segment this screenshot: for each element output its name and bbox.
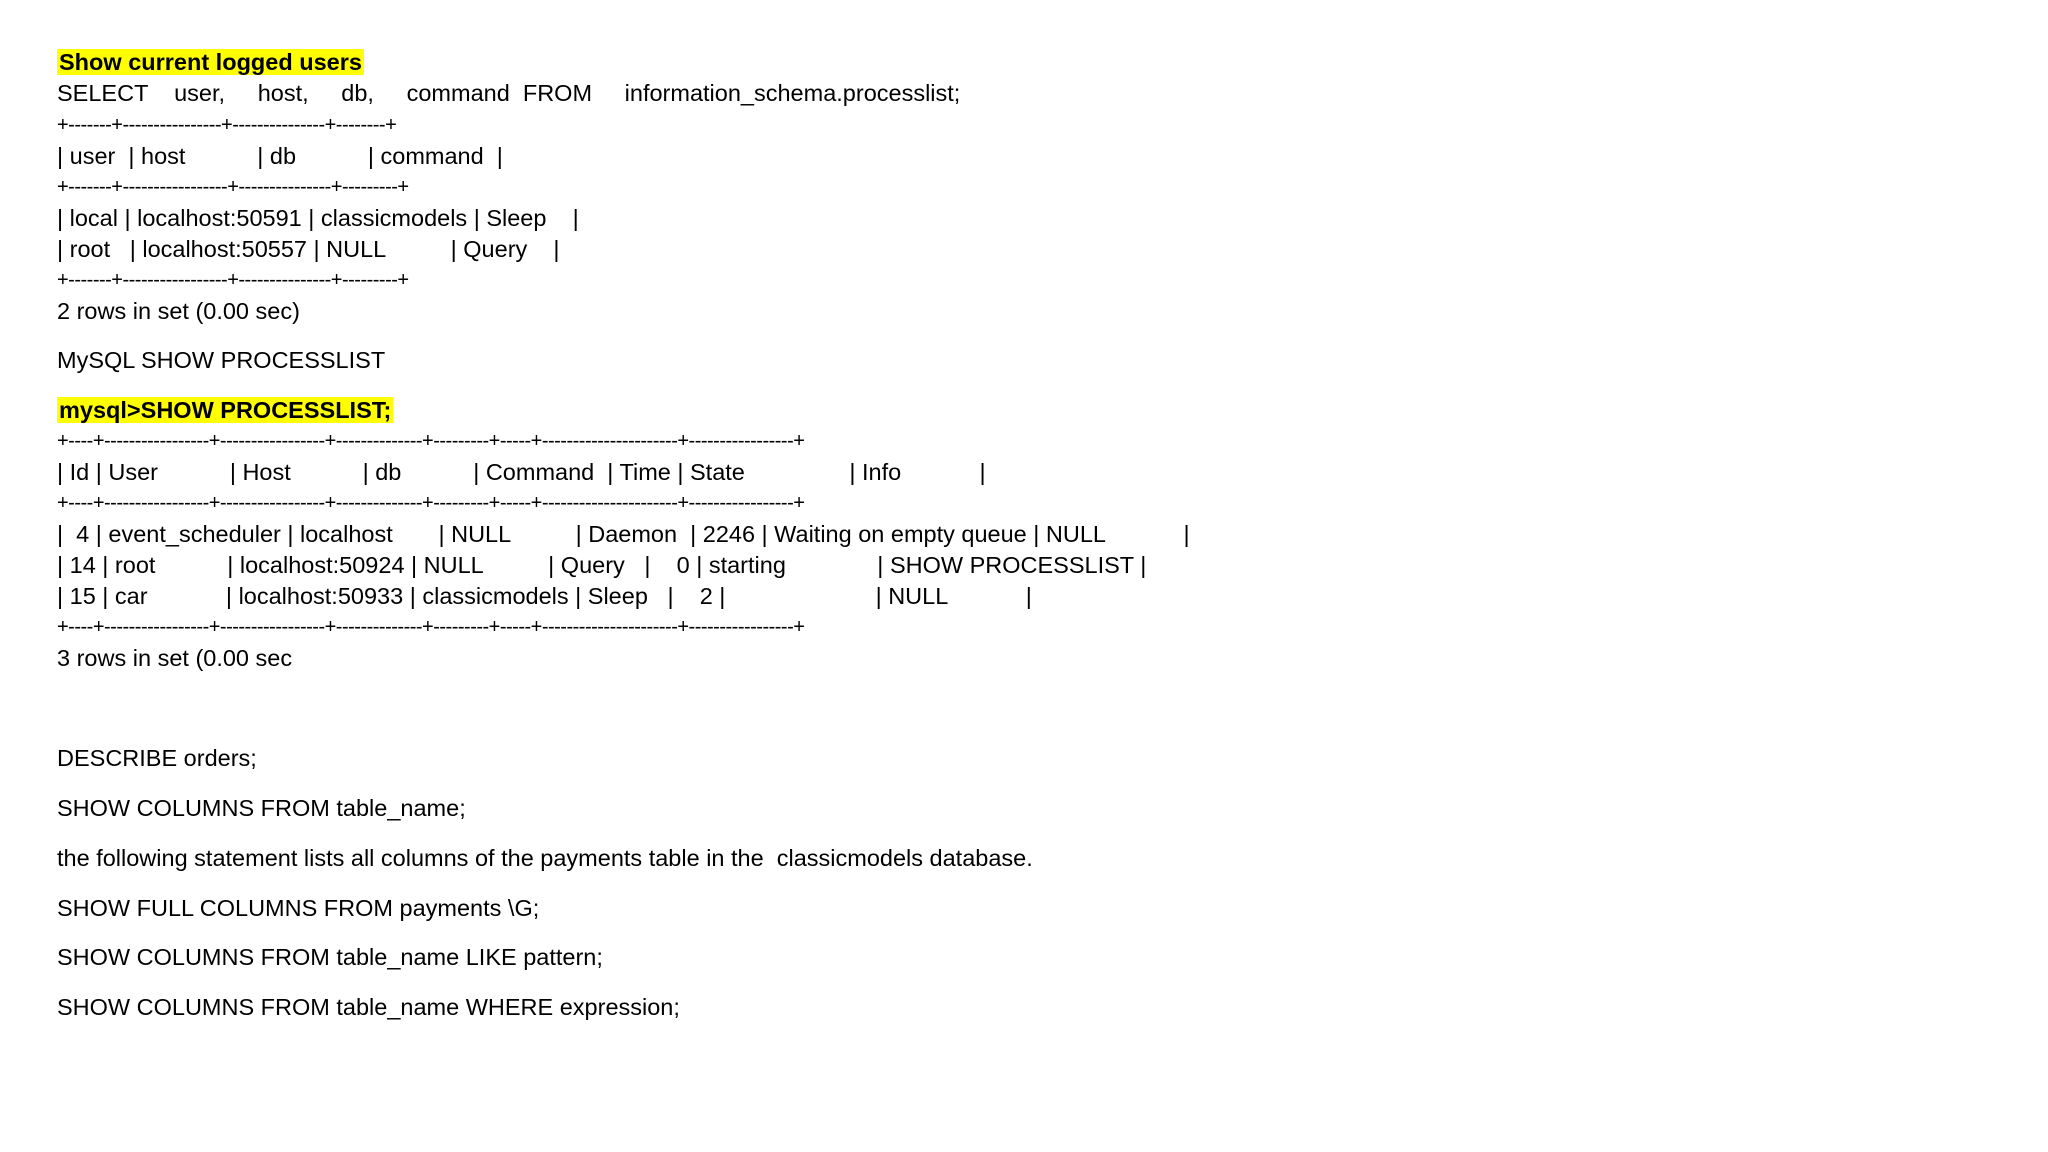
processlist-table-row: | 14 | root | localhost:50924 | NULL | Query | 0 | starting | SHOW PROCESSLIST | [57,552,1147,578]
processlist-table-header: | Id | User | Host | db | Command | Time | State | Info | [57,459,986,485]
show-processlist-heading: mysql>SHOW PROCESSLIST; [59,397,392,423]
users-table-border-bottom: +-------+-----------------+---------------+---------+ [57,269,409,291]
payments-description-line: the following statement lists all columns of the payments table in the classicmodels database. [57,845,1033,871]
logged-users-heading-line [57,47,364,77]
show-processlist-heading-line [57,395,393,425]
show-columns-where-line: SHOW COLUMNS FROM table_name WHERE expression; [57,994,680,1020]
show-processlist-title: MySQL SHOW PROCESSLIST [57,347,386,373]
users-table-border-top: +-------+----------------+---------------+--------+ [57,114,397,136]
processlist-table-border-mid: +----+-----------------+-----------------+--------------+---------+-----+----------------------+-----------------+ [57,492,805,514]
users-table-header: | user | host | db | command | [57,143,503,169]
users-table-row: | root | localhost:50557 | NULL | Query | [57,236,560,262]
processlist-table-row: | 15 | car | localhost:50933 | classicmodels | Sleep | 2 | | NULL | [57,583,1032,609]
users-table-row: | local | localhost:50591 | classicmodels | Sleep | [57,205,579,231]
processlist-table-border-bottom: +----+-----------------+-----------------+--------------+---------+-----+----------------------+-----------------+ [57,616,805,638]
show-columns-line: SHOW COLUMNS FROM table_name; [57,795,466,821]
show-full-columns-line: SHOW FULL COLUMNS FROM payments \G; [57,895,540,921]
describe-orders-line: DESCRIBE orders; [57,745,257,771]
processlist-result-count: 3 rows in set (0.00 sec [57,645,293,671]
processlist-table-border-top: +----+-----------------+-----------------+--------------+---------+-----+----------------------+-----------------+ [57,430,805,452]
users-table-border-mid: +-------+-----------------+---------------+---------+ [57,176,409,198]
show-columns-like-line: SHOW COLUMNS FROM table_name LIKE pattern; [57,944,603,970]
processlist-table-row: | 4 | event_scheduler | localhost | NULL | Daemon | 2246 | Waiting on empty queue | NULL | [57,521,1190,547]
processlist-select-query: SELECT user, host, db, command FROM information_schema.processlist; [57,80,961,106]
users-result-count: 2 rows in set (0.00 sec) [57,298,300,324]
logged-users-heading: Show current logged users [59,49,362,75]
